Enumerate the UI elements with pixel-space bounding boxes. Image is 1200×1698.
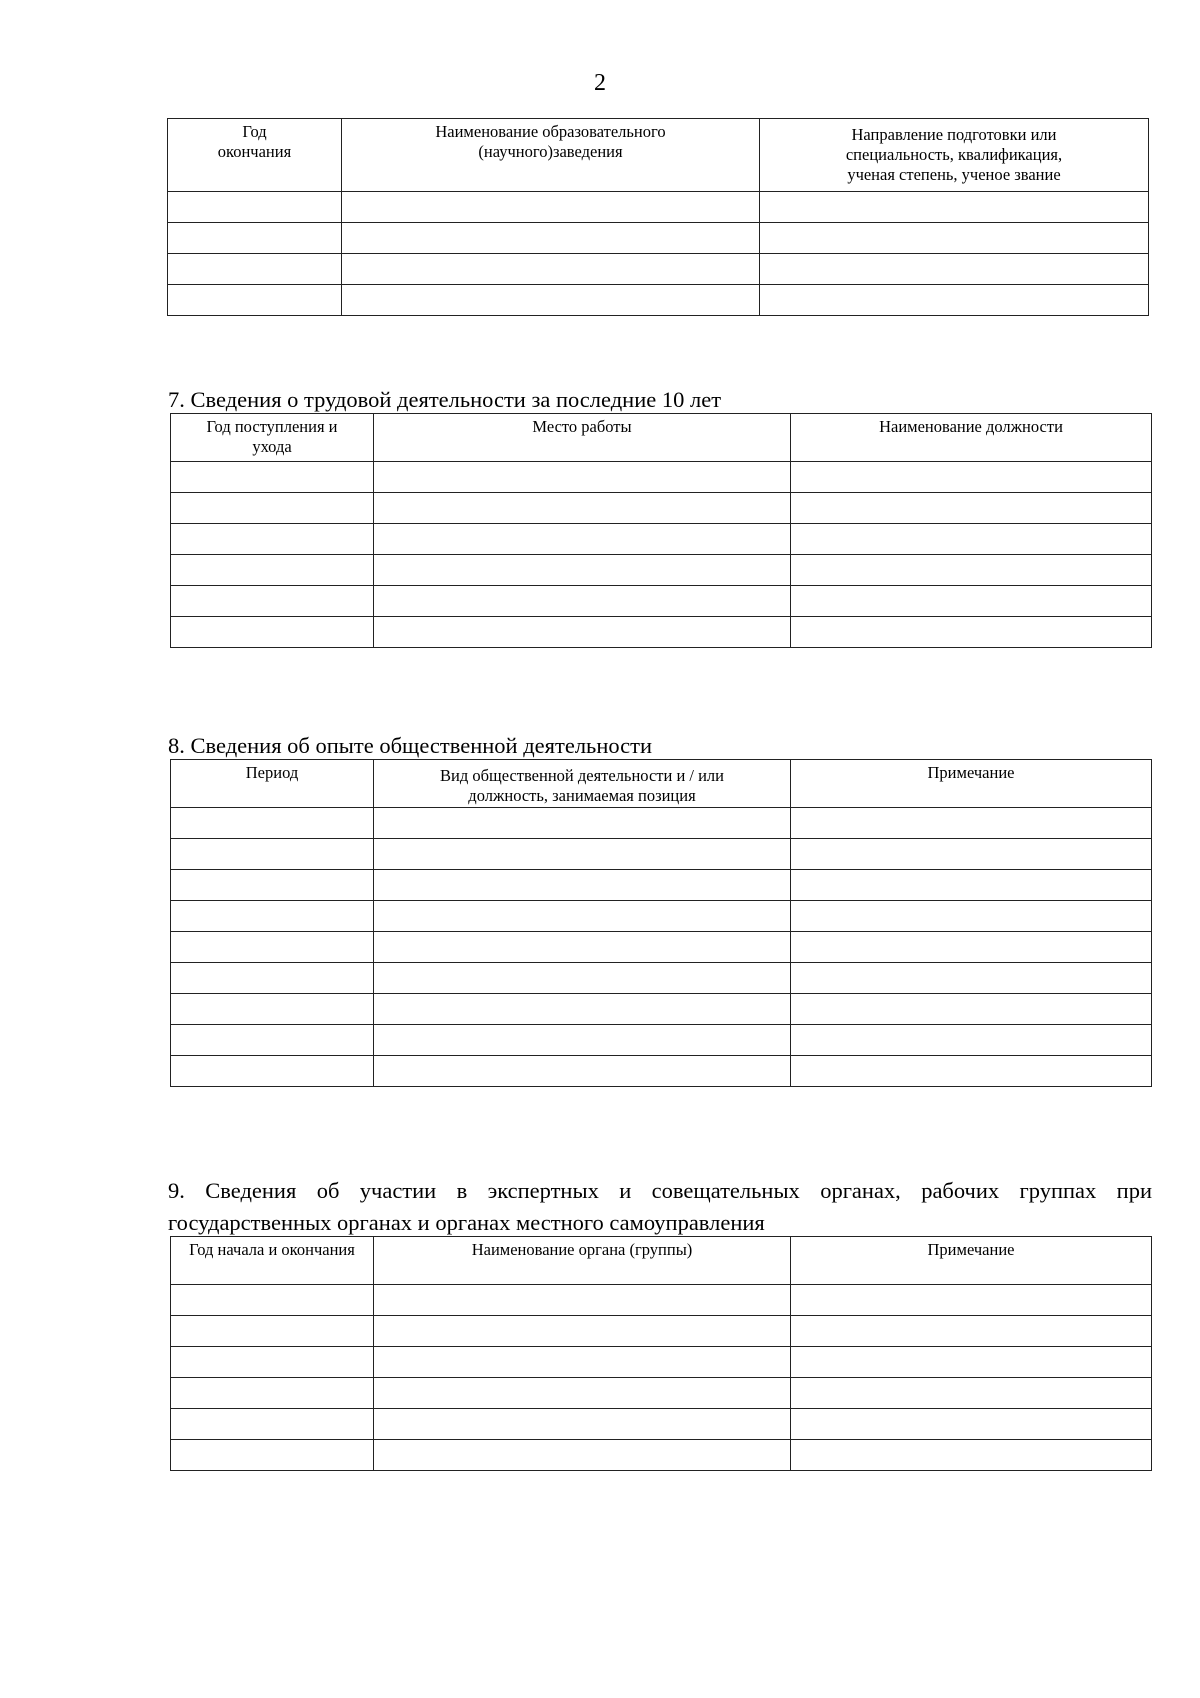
table-row — [171, 1316, 1152, 1347]
section-9-title: 9. Сведения об участии в экспертных и совещательных органах, рабочих группах при государственных органах и органах местного самоуправления — [168, 1178, 1152, 1235]
period-cell[interactable] — [171, 617, 374, 648]
table-row — [171, 1285, 1152, 1316]
note-cell[interactable] — [791, 1347, 1152, 1378]
activity-cell[interactable] — [374, 1056, 791, 1087]
activity-cell[interactable] — [374, 870, 791, 901]
table-row — [171, 555, 1152, 586]
table-row — [171, 1056, 1152, 1087]
year-cell[interactable] — [168, 285, 342, 316]
period-cell[interactable] — [171, 462, 374, 493]
page-number: 2 — [594, 70, 606, 96]
specialty-cell[interactable] — [760, 254, 1149, 285]
note-cell[interactable] — [791, 901, 1152, 932]
expert-bodies-table — [170, 1236, 1152, 1471]
body-name-cell[interactable] — [374, 1316, 791, 1347]
header-period: Период — [171, 760, 374, 808]
table-row — [171, 1025, 1152, 1056]
specialty-cell[interactable] — [760, 285, 1149, 316]
period-cell[interactable] — [171, 586, 374, 617]
note-cell[interactable] — [791, 808, 1152, 839]
note-cell[interactable] — [791, 963, 1152, 994]
workplace-cell[interactable] — [374, 462, 791, 493]
note-cell[interactable] — [791, 1316, 1152, 1347]
section-8-title: 8. Сведения об опыте общественной деятельности — [168, 733, 653, 758]
period-cell[interactable] — [171, 932, 374, 963]
table-row — [168, 285, 1149, 316]
period-cell[interactable] — [171, 1347, 374, 1378]
note-cell[interactable] — [791, 1440, 1152, 1471]
period-cell[interactable] — [171, 994, 374, 1025]
note-cell[interactable] — [791, 1378, 1152, 1409]
activity-cell[interactable] — [374, 994, 791, 1025]
workplace-cell[interactable] — [374, 493, 791, 524]
note-cell[interactable] — [791, 1025, 1152, 1056]
table-row — [171, 462, 1152, 493]
institution-cell[interactable] — [342, 285, 760, 316]
position-cell[interactable] — [791, 617, 1152, 648]
body-name-cell[interactable] — [374, 1347, 791, 1378]
position-cell[interactable] — [791, 555, 1152, 586]
note-cell[interactable] — [791, 870, 1152, 901]
body-name-cell[interactable] — [374, 1440, 791, 1471]
header-activity-type: Вид общественной деятельности и / или должность, занимаемая позиция — [374, 760, 791, 808]
workplace-cell[interactable] — [374, 617, 791, 648]
activity-cell[interactable] — [374, 963, 791, 994]
period-cell[interactable] — [171, 1440, 374, 1471]
body-name-cell[interactable] — [374, 1285, 791, 1316]
period-cell[interactable] — [171, 493, 374, 524]
period-cell[interactable] — [171, 1378, 374, 1409]
year-cell[interactable] — [168, 254, 342, 285]
institution-cell[interactable] — [342, 223, 760, 254]
activity-cell[interactable] — [374, 839, 791, 870]
header-specialty: Направление подготовки или специальность, квалификация, ученая степень, ученое звание — [760, 119, 1149, 192]
activity-cell[interactable] — [374, 932, 791, 963]
table-row — [168, 254, 1149, 285]
education-table — [167, 118, 1149, 316]
table-row — [171, 870, 1152, 901]
table-row — [171, 1378, 1152, 1409]
header-workplace: Место работы — [374, 414, 791, 462]
table-row — [171, 963, 1152, 994]
table-row — [171, 1440, 1152, 1471]
period-cell[interactable] — [171, 524, 374, 555]
specialty-cell[interactable] — [760, 223, 1149, 254]
header-graduation-year: Год окончания — [168, 119, 342, 192]
header-note: Примечание — [791, 1237, 1152, 1285]
header-note: Примечание — [791, 760, 1152, 808]
workplace-cell[interactable] — [374, 524, 791, 555]
public-activity-table — [170, 759, 1152, 1087]
table-row — [171, 932, 1152, 963]
period-cell[interactable] — [171, 901, 374, 932]
header-start-end-year: Год начала и окончания — [171, 1237, 374, 1285]
table-row — [171, 994, 1152, 1025]
note-cell[interactable] — [791, 994, 1152, 1025]
workplace-cell[interactable] — [374, 586, 791, 617]
body-name-cell[interactable] — [374, 1409, 791, 1440]
period-cell[interactable] — [171, 808, 374, 839]
institution-cell[interactable] — [342, 192, 760, 223]
table-row — [171, 808, 1152, 839]
header-institution-name: Наименование образовательного (научного)заведения — [342, 119, 760, 192]
period-cell[interactable] — [171, 1409, 374, 1440]
table-row — [171, 1347, 1152, 1378]
institution-cell[interactable] — [342, 254, 760, 285]
note-cell[interactable] — [791, 1409, 1152, 1440]
header-body-name: Наименование органа (группы) — [374, 1237, 791, 1285]
position-cell[interactable] — [791, 586, 1152, 617]
table-row — [171, 524, 1152, 555]
activity-cell[interactable] — [374, 901, 791, 932]
table-row — [171, 1409, 1152, 1440]
table-row — [171, 839, 1152, 870]
specialty-cell[interactable] — [760, 192, 1149, 223]
note-cell[interactable] — [791, 1285, 1152, 1316]
activity-cell[interactable] — [374, 808, 791, 839]
table-row — [168, 223, 1149, 254]
table-row — [171, 617, 1152, 648]
table-row — [171, 493, 1152, 524]
work-history-table — [170, 413, 1152, 648]
table-row — [168, 192, 1149, 223]
year-cell[interactable] — [168, 223, 342, 254]
note-cell[interactable] — [791, 932, 1152, 963]
year-cell[interactable] — [168, 192, 342, 223]
table-row — [171, 586, 1152, 617]
position-cell[interactable] — [791, 462, 1152, 493]
position-cell[interactable] — [791, 493, 1152, 524]
period-cell[interactable] — [171, 1056, 374, 1087]
workplace-cell[interactable] — [374, 555, 791, 586]
period-cell[interactable] — [171, 1025, 374, 1056]
period-cell[interactable] — [171, 1316, 374, 1347]
period-cell[interactable] — [171, 870, 374, 901]
period-cell[interactable] — [171, 839, 374, 870]
section-7-title: 7. Сведения о трудовой деятельности за последние 10 лет — [168, 387, 722, 412]
header-start-end-year: Год поступления и ухода — [171, 414, 374, 462]
position-cell[interactable] — [791, 524, 1152, 555]
body-name-cell[interactable] — [374, 1378, 791, 1409]
header-position: Наименование должности — [791, 414, 1152, 462]
table-row — [171, 901, 1152, 932]
period-cell[interactable] — [171, 1285, 374, 1316]
period-cell[interactable] — [171, 963, 374, 994]
activity-cell[interactable] — [374, 1025, 791, 1056]
note-cell[interactable] — [791, 1056, 1152, 1087]
period-cell[interactable] — [171, 555, 374, 586]
note-cell[interactable] — [791, 839, 1152, 870]
